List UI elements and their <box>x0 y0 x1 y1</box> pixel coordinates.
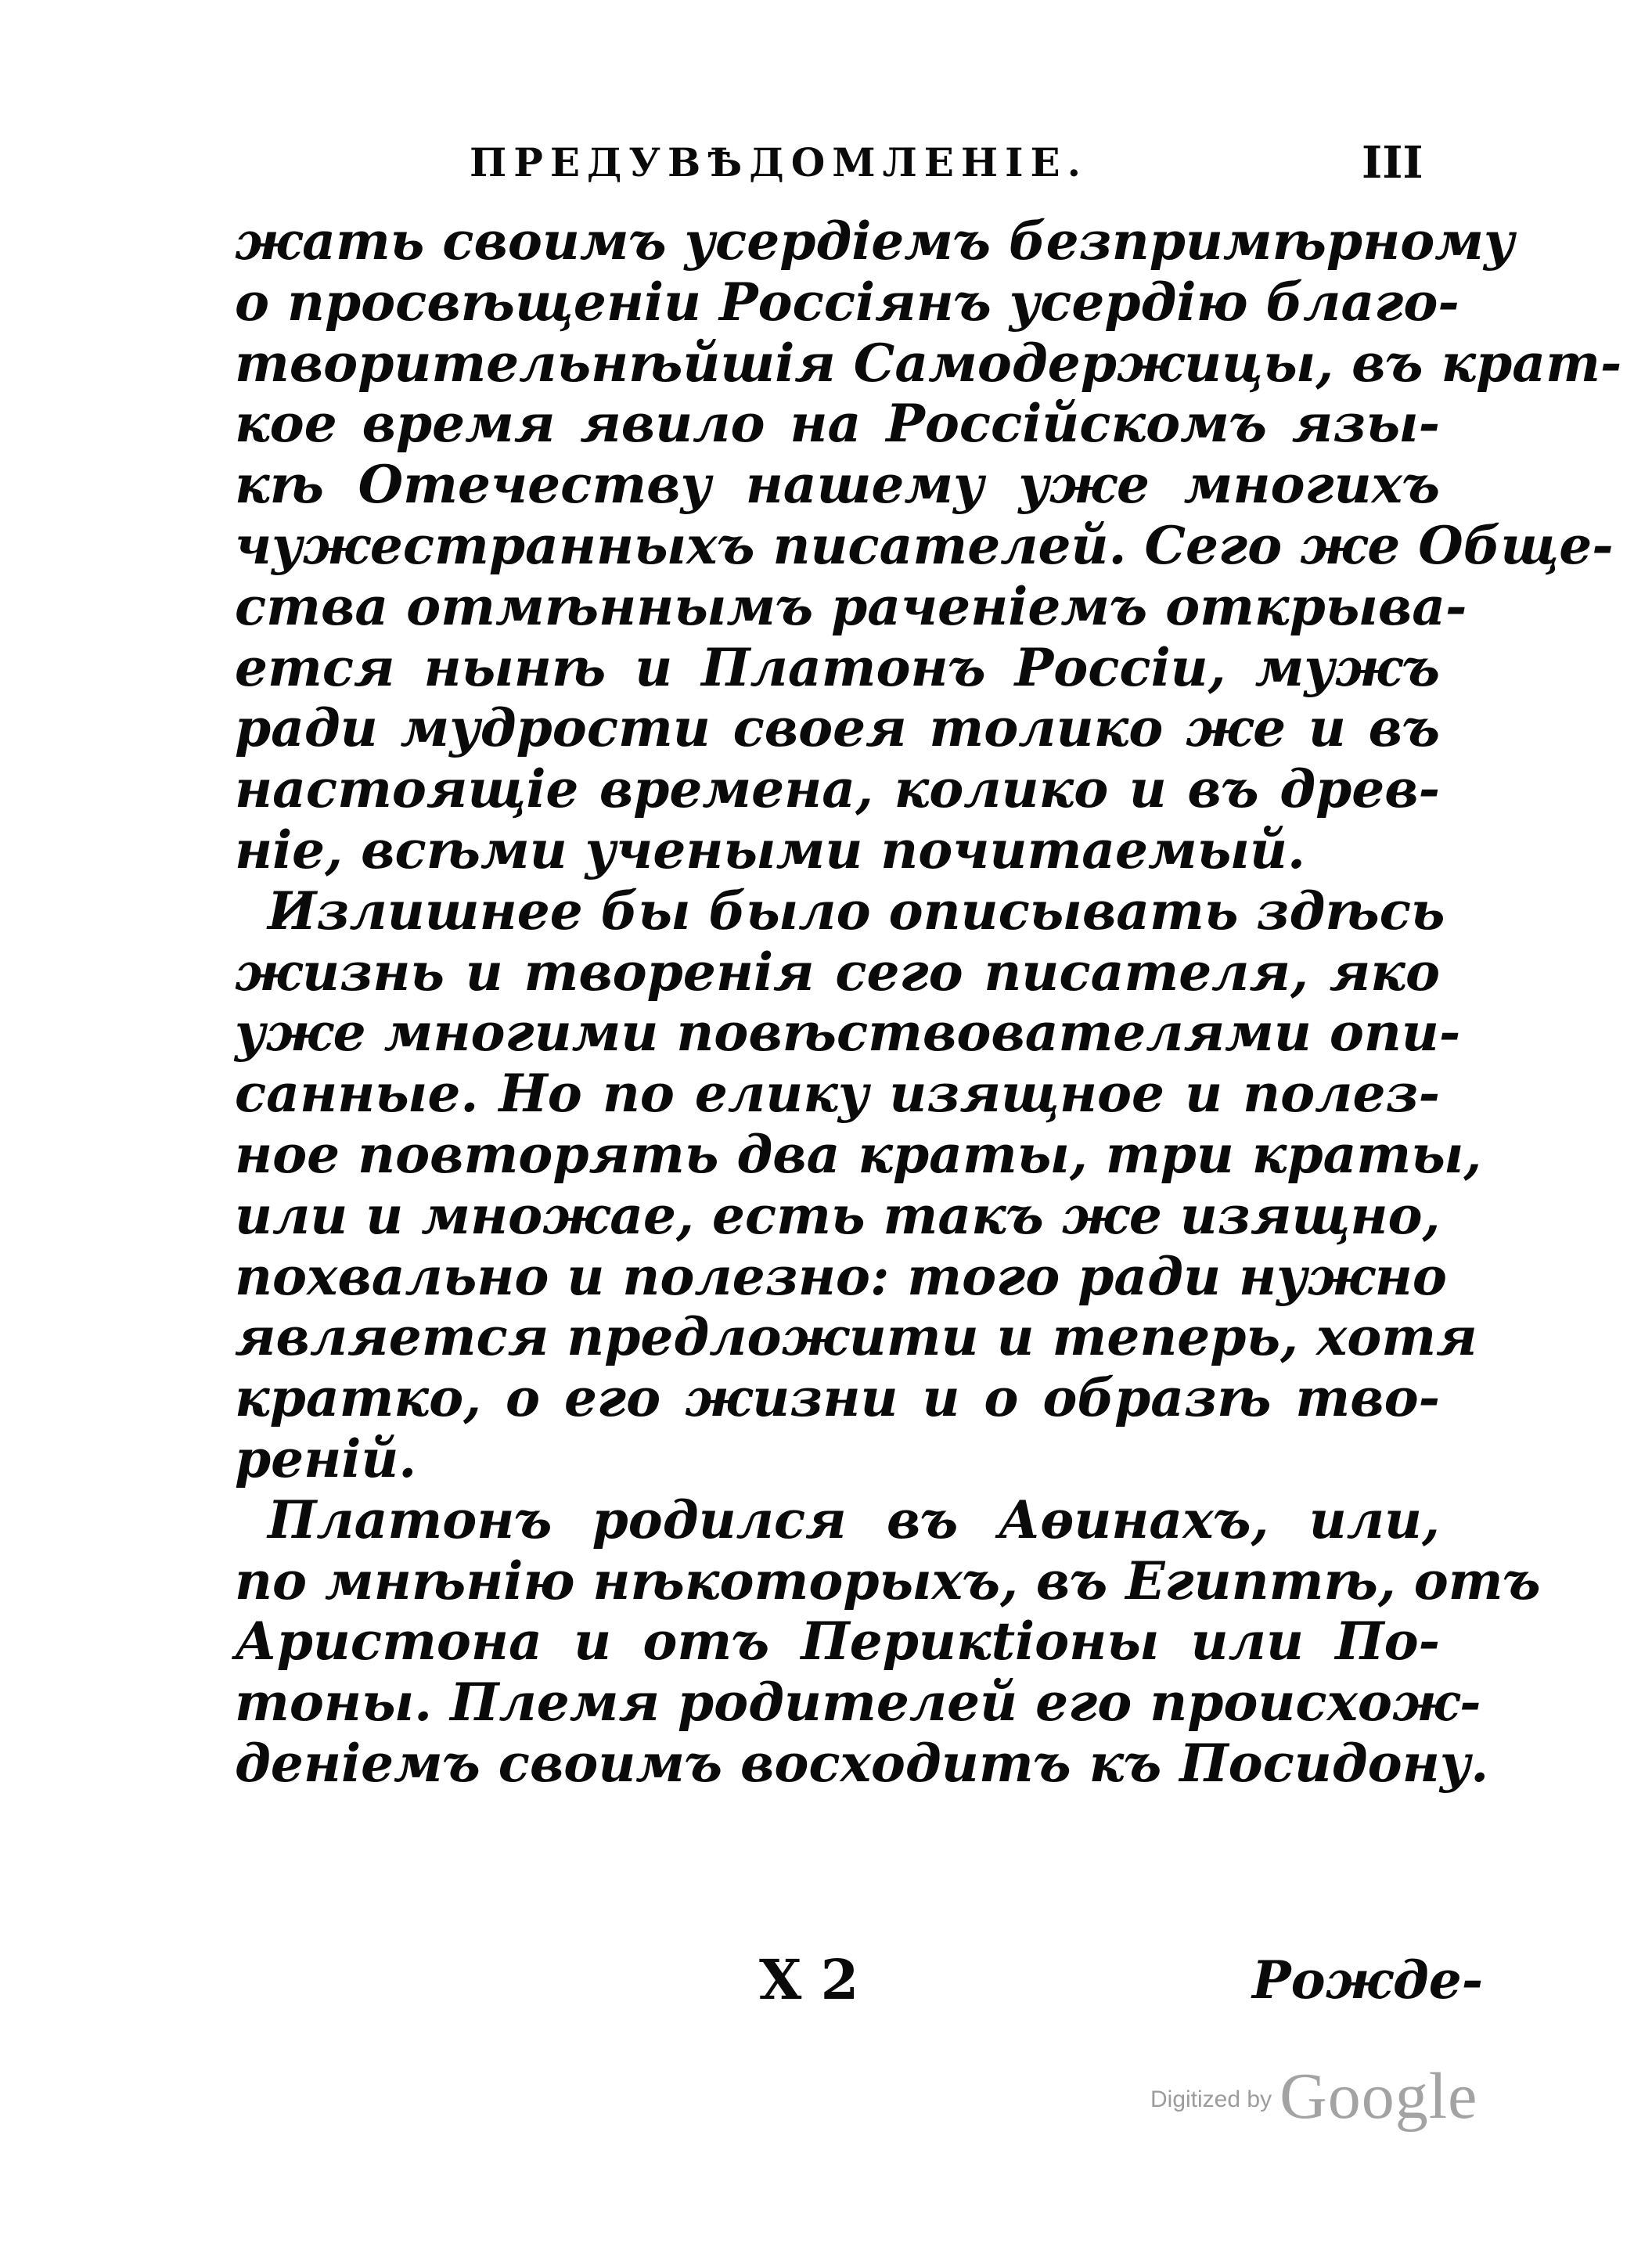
text-line: о просвѣщеніи Россіянъ усердію благо- <box>235 271 1459 333</box>
page-footer <box>0 1949 1652 2019</box>
running-title: ПРЕДУВѢДОМЛЕНІЕ. <box>470 139 1089 185</box>
text-line: похвально и полезно: того ради нужно <box>235 1245 1447 1307</box>
text-line: кое время явило на Россійскомъ язы- <box>235 393 1440 455</box>
page-number: III <box>1362 137 1423 189</box>
body-text <box>235 211 1622 1795</box>
digitization-stamp <box>1150 2058 1477 2134</box>
catchword: Рожде- <box>1252 1950 1484 2011</box>
text-line: ради мудрости своея толико же и въ <box>235 697 1440 759</box>
signature-mark: X 2 <box>759 1947 859 2012</box>
text-line: чужестранныхъ писателей. Сего же Обще- <box>235 514 1614 576</box>
text-line: Излишнее бы было описывать здѣсь <box>268 880 1445 941</box>
text-line: реній. <box>235 1428 417 1489</box>
text-line: ніе, всѣми учеными почитаемый. <box>235 819 1305 880</box>
text-line: ства отмѣннымъ раченіемъ открыва- <box>235 575 1467 637</box>
google-logo: Google <box>1279 2060 1478 2133</box>
text-line: ется нынѣ и Платонъ Россіи, мужъ <box>235 636 1440 698</box>
text-line: по мнѣнію нѣкоторыхъ, въ Египтѣ, отъ <box>235 1550 1541 1611</box>
stamp-prefix: Digitized by <box>1150 2086 1272 2112</box>
text-line: настоящіе времена, колико и въ древ- <box>235 758 1440 820</box>
text-line: или и множае, есть такъ же изящно, <box>235 1184 1441 1246</box>
text-line: тоны. Племя родителей его происхож- <box>235 1672 1481 1734</box>
text-line: ное повторять два краты, три краты, <box>235 1123 1482 1185</box>
text-line: творительнѣйшія Самодержицы, въ крат- <box>235 332 1622 394</box>
text-line: кѣ Отечеству нашему уже многихъ <box>235 454 1440 516</box>
text-line: Платонъ родился въ Аѳинахъ, или, <box>268 1489 1440 1550</box>
text-line: санные. Но по елику изящное и полез- <box>235 1063 1440 1125</box>
text-line: деніемъ своимъ восходитъ къ Посидону. <box>235 1732 1489 1794</box>
text-line: жизнь и творенія сего писателя, яко <box>235 941 1440 1003</box>
text-line: является предложити и теперь, хотя <box>235 1306 1477 1368</box>
text-line: кратко, о его жизни и о образѣ тво- <box>235 1367 1440 1429</box>
text-line: жать своимъ усердіемъ безпримѣрному <box>235 211 1515 272</box>
text-line: Аристона и отъ Перикtіоны или По- <box>235 1611 1440 1672</box>
text-line: уже многими повѣствователями опи- <box>235 1002 1461 1064</box>
